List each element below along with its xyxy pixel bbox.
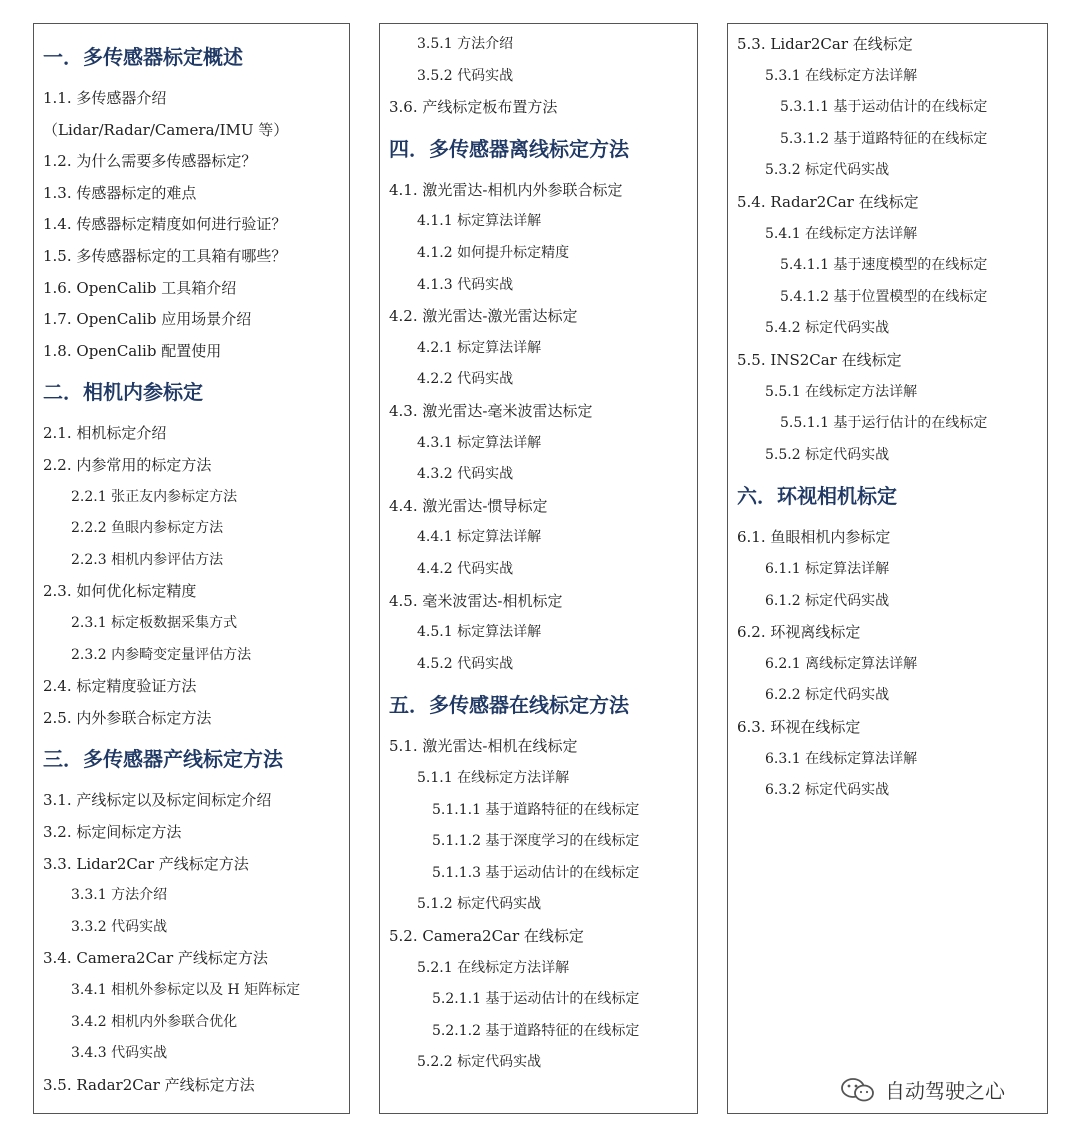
toc-chapter-heading: 一．多传感器标定概述 [43, 45, 243, 69]
toc-subsubsection: 5.4.1.1 基于速度模型的在线标定 [780, 257, 988, 273]
toc-section: 3.4. Camera2Car 产线标定方法 [43, 949, 268, 967]
toc-subsection: 5.4.1 在线标定方法详解 [765, 226, 918, 242]
toc-subsection: 4.1.1 标定算法详解 [417, 213, 542, 229]
toc-subsection: 5.5.2 标定代码实战 [765, 447, 890, 463]
toc-subsection: 2.2.2 鱼眼内参标定方法 [71, 520, 224, 536]
toc-section: 1.3. 传感器标定的难点 [43, 184, 197, 202]
toc-subsubsection: 5.2.1.2 基于道路特征的在线标定 [432, 1023, 640, 1039]
toc-section: 4.3. 激光雷达-毫米波雷达标定 [389, 402, 593, 420]
toc-section: 5.5. INS2Car 在线标定 [737, 351, 902, 369]
toc-section: 3.3. Lidar2Car 产线标定方法 [43, 855, 249, 873]
toc-chapter-heading: 二．相机内参标定 [43, 380, 203, 404]
toc-subsection: 2.2.3 相机内参评估方法 [71, 552, 224, 568]
toc-subsection: 6.3.1 在线标定算法详解 [765, 751, 918, 767]
toc-subsubsection: 5.3.1.2 基于道路特征的在线标定 [780, 131, 988, 147]
toc-section: 1.8. OpenCalib 配置使用 [43, 342, 222, 360]
toc-section: 4.2. 激光雷达-激光雷达标定 [389, 307, 578, 325]
toc-section: 3.1. 产线标定以及标定间标定介绍 [43, 791, 272, 809]
toc-section: 5.3. Lidar2Car 在线标定 [737, 35, 913, 53]
toc-subsubsection: 5.5.1.1 基于运行估计的在线标定 [780, 415, 988, 431]
toc-subsection: 5.2.2 标定代码实战 [417, 1054, 542, 1070]
toc-subsubsection: 5.1.1.2 基于深度学习的在线标定 [432, 833, 640, 849]
toc-section: 4.1. 激光雷达-相机内外参联合标定 [389, 181, 623, 199]
toc-section: 5.4. Radar2Car 在线标定 [737, 193, 919, 211]
toc-section: 6.2. 环视离线标定 [737, 623, 861, 641]
toc-section: 3.6. 产线标定板布置方法 [389, 98, 558, 116]
toc-section: 5.2. Camera2Car 在线标定 [389, 927, 584, 945]
toc-subsection: 3.3.2 代码实战 [71, 919, 168, 935]
toc-section: 1.2. 为什么需要多传感器标定？ [43, 152, 257, 170]
toc-subsection: 5.5.1 在线标定方法详解 [765, 384, 918, 400]
toc-subsection: 3.4.3 代码实战 [71, 1045, 168, 1061]
toc-subsection: 4.5.2 代码实战 [417, 656, 514, 672]
toc-subsection: 6.1.2 标定代码实战 [765, 593, 890, 609]
toc-chapter-heading: 四．多传感器离线标定方法 [389, 137, 629, 161]
toc-subsection: 2.3.1 标定板数据采集方式 [71, 615, 238, 631]
toc-subsection: 6.3.2 标定代码实战 [765, 782, 890, 798]
toc-section: 1.4. 传感器标定精度如何进行验证？ [43, 215, 287, 233]
toc-subsection: 4.4.1 标定算法详解 [417, 529, 542, 545]
toc-subsection: 4.4.2 代码实战 [417, 561, 514, 577]
toc-section: 6.1. 鱼眼相机内参标定 [737, 528, 891, 546]
toc-section: （Lidar/Radar/Camera/IMU 等） [43, 121, 289, 139]
toc-section: 2.5. 内外参联合标定方法 [43, 709, 212, 727]
watermark [839, 1075, 1005, 1104]
toc-subsection: 4.3.2 代码实战 [417, 466, 514, 482]
toc-section: 5.1. 激光雷达-相机在线标定 [389, 737, 578, 755]
toc-subsection: 5.3.2 标定代码实战 [765, 162, 890, 178]
toc-subsection: 5.1.1 在线标定方法详解 [417, 770, 570, 786]
toc-section: 1.5. 多传感器标定的工具箱有哪些？ [43, 247, 287, 265]
toc-subsection: 5.3.1 在线标定方法详解 [765, 68, 918, 84]
toc-subsection: 4.1.3 代码实战 [417, 277, 514, 293]
toc-subsubsection: 5.2.1.1 基于运动估计的在线标定 [432, 991, 640, 1007]
toc-subsection: 4.2.1 标定算法详解 [417, 340, 542, 356]
toc-subsection: 4.2.2 代码实战 [417, 371, 514, 387]
toc-subsection: 3.5.2 代码实战 [417, 68, 514, 84]
toc-chapter-heading: 五．多传感器在线标定方法 [389, 693, 629, 717]
toc-subsection: 6.2.1 离线标定算法详解 [765, 656, 918, 672]
toc-subsection: 4.3.1 标定算法详解 [417, 435, 542, 451]
toc-chapter-heading: 三．多传感器产线标定方法 [43, 747, 283, 771]
toc-section: 2.1. 相机标定介绍 [43, 424, 167, 442]
toc-section: 6.3. 环视在线标定 [737, 718, 861, 736]
toc-subsubsection: 5.1.1.1 基于道路特征的在线标定 [432, 802, 640, 818]
toc-subsection: 2.3.2 内参畸变定量评估方法 [71, 647, 252, 663]
toc-subsection: 3.5.1 方法介绍 [417, 36, 514, 52]
toc-section: 2.4. 标定精度验证方法 [43, 677, 197, 695]
toc-subsubsection: 5.1.1.3 基于运动估计的在线标定 [432, 865, 640, 881]
toc-section: 3.2. 标定间标定方法 [43, 823, 182, 841]
toc-subsection: 6.2.2 标定代码实战 [765, 687, 890, 703]
toc-section: 1.1. 多传感器介绍 [43, 89, 167, 107]
wechat-icon [839, 1076, 877, 1104]
toc-chapter-heading: 六．环视相机标定 [737, 484, 897, 508]
toc-subsubsection: 5.4.1.2 基于位置模型的在线标定 [780, 289, 988, 305]
toc-subsection: 4.1.2 如何提升标定精度 [417, 245, 570, 261]
toc-section: 3.5. Radar2Car 产线标定方法 [43, 1076, 255, 1094]
toc-section: 4.4. 激光雷达-惯导标定 [389, 497, 548, 515]
toc-subsection: 3.4.2 相机内外参联合优化 [71, 1014, 238, 1030]
toc-subsection: 3.4.1 相机外参标定以及 H 矩阵标定 [71, 982, 301, 998]
toc-subsection: 5.2.1 在线标定方法详解 [417, 960, 570, 976]
toc-subsection: 5.4.2 标定代码实战 [765, 320, 890, 336]
toc-section: 2.3. 如何优化标定精度 [43, 582, 197, 600]
toc-subsection: 6.1.1 标定算法详解 [765, 561, 890, 577]
toc-subsection: 5.1.2 标定代码实战 [417, 896, 542, 912]
watermark-text: 自动驾驶之心 [885, 1079, 1005, 1103]
toc-subsection: 2.2.1 张正友内参标定方法 [71, 489, 238, 505]
toc-section: 2.2. 内参常用的标定方法 [43, 456, 212, 474]
toc-subsection: 4.5.1 标定算法详解 [417, 624, 542, 640]
toc-section: 1.7. OpenCalib 应用场景介绍 [43, 310, 252, 328]
toc-subsubsection: 5.3.1.1 基于运动估计的在线标定 [780, 99, 988, 115]
toc-subsection: 3.3.1 方法介绍 [71, 887, 168, 903]
toc-section: 4.5. 毫米波雷达-相机标定 [389, 592, 563, 610]
toc-section: 1.6. OpenCalib 工具箱介绍 [43, 279, 237, 297]
